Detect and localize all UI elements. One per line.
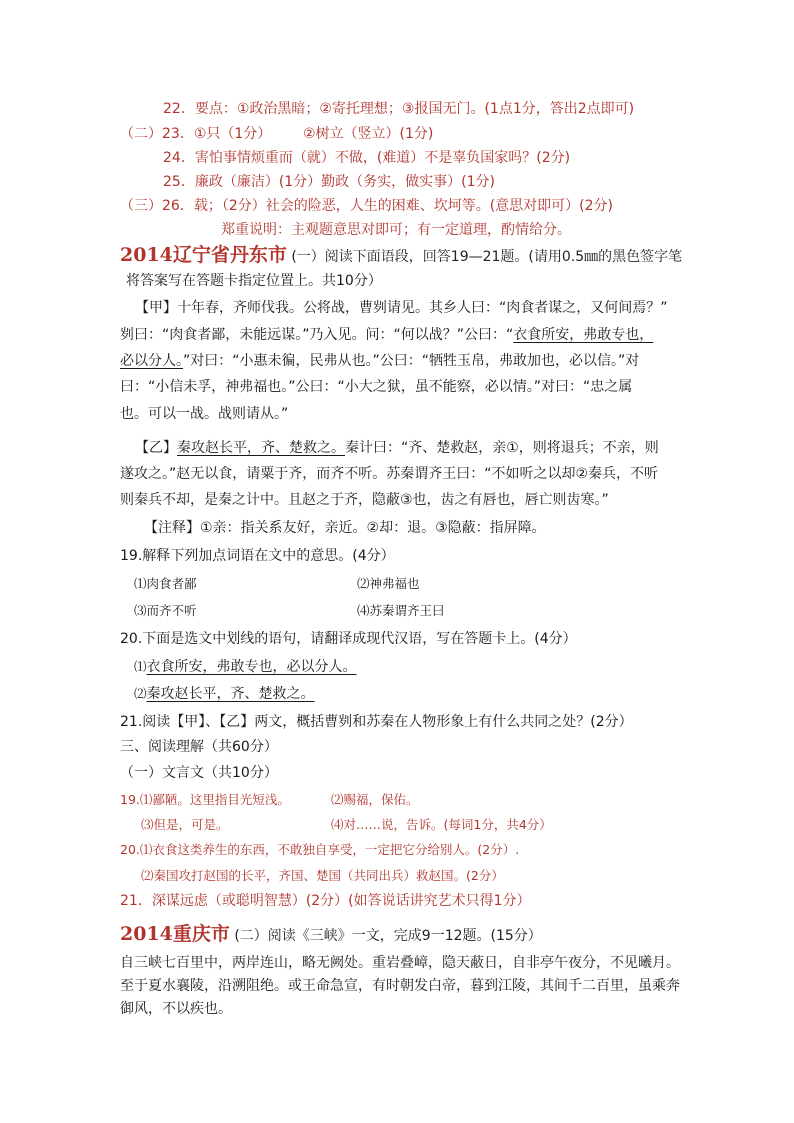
answer-19-4: ⑷对……说，告诉。(每词1分，共4分） — [331, 817, 552, 832]
section-three-heading: 三、阅读理解（共60分） — [120, 739, 278, 755]
dandong-intro: (一）阅读下面语段，回答19—21题。(请用0.5㎜的黑色签字笔 — [291, 249, 683, 265]
q19-item-3: ⑶而齐不听 — [134, 603, 197, 618]
chongqing-title: 2014重庆市 — [120, 923, 230, 945]
answer-22: 22．要点：①政治黑暗；②寄托理想；③报国无门。(1点1分，答出2点即可) — [163, 101, 635, 117]
answer-23-part1: （二）23．①只（1分） — [120, 126, 272, 142]
dandong-heading-line — [120, 245, 682, 267]
answer-21: 21．深谋远虑（或聪明智慧）(2分）(如答说话讲究艺术只得1分） — [120, 893, 531, 909]
passage-yi-line-1 — [135, 438, 659, 458]
chongqing-heading-line — [120, 924, 542, 946]
grading-note: 郑重说明：主观题意思对即可；有一定道理，酌情给分。 — [221, 222, 571, 238]
passage-jia-line-3 — [120, 351, 639, 371]
question-20: 20.下面是选文中划线的语句，请翻译成现代汉语，写在答题卡上。(4分） — [120, 631, 577, 647]
q20-item-2-num: ⑵ — [134, 686, 147, 701]
question-21: 21.阅读【甲】、【乙】两文，概括曹刿和苏秦在人物形象上有什么共同之处？(2分） — [120, 714, 633, 730]
passage-yi-line-3: 则秦兵不却，是秦之计中。且赵之于齐，隐蔽③也，齿之有唇也，唇亡则齿寒。” — [120, 492, 609, 508]
answer-20-1: 20.⑴衣食这类养生的东西，不敢独自享受，一定把它分给别人。(2分）. — [120, 842, 520, 857]
annotation-notes: 【注释】①亲：指关系友好，亲近。②却：退。③隐蔽：指屏障。 — [144, 520, 546, 536]
answer-19-3: ⑶但是，可是。 — [141, 817, 229, 832]
answer-25: 25．廉政（廉洁）(1分）勤政（务实，做实事）(1分) — [163, 174, 496, 190]
q19-item-1: ⑴肉食者鄙 — [134, 576, 197, 591]
answer-23-part2: ②树立（竖立）(1分) — [303, 126, 434, 142]
yi-label: 【乙】 — [135, 440, 177, 456]
q20-item-1 — [134, 657, 357, 677]
q19-item-2: ⑵神弗福也 — [357, 576, 420, 591]
passage-yi-line-2: 遂攻之。”赵无以食，请粟于齐，而齐不听。苏秦谓齐王曰：“不如听之以却②秦兵，不听 — [120, 466, 659, 482]
q20-item-2-text: 秦攻赵长平，齐、楚救之。 — [146, 686, 315, 702]
q19-item-4: ⑷苏秦谓齐王曰 — [357, 603, 445, 618]
answer-19-2: ⑵赐福，保佑。 — [331, 792, 419, 807]
chongqing-intro: (二）阅读《三峡》一文，完成9一12题。(15分） — [234, 928, 542, 944]
yi-underlined: 秦攻赵长平，齐、楚救之。 — [177, 440, 345, 456]
answer-19-1: 19.⑴鄙陋。这里指目光短浅。 — [120, 792, 290, 807]
section-classical-heading: （一）文言文（共10分） — [120, 765, 278, 781]
jia-text: ”对曰：“小惠未徧，民弗从也。”公曰：“牺牲玉帛，弗敢加也，必以信。”对 — [183, 353, 640, 369]
dandong-title: 2014辽宁省丹东市 — [120, 244, 287, 266]
passage-jia-line-2 — [120, 325, 653, 345]
passage-jia-line-5: 也。可以一战。战则请从。” — [120, 406, 289, 422]
jia-underlined: 必以分人。 — [120, 353, 183, 369]
q20-item-1-num: ⑴ — [134, 659, 147, 674]
sanxia-line-2: 至于夏水襄陵，沿溯阻绝。或王命急宣，有时朝发白帝，暮到江陵，其间千二百里，虽乘奔 — [120, 978, 680, 994]
jia-text: 刿曰：“肉食者鄙，未能远谋。”乃入见。问：“何以战？”公曰：“ — [120, 327, 514, 343]
answer-24: 24．害怕事情烦重而（就）不做，(难道）不是辜负国家吗？(2分) — [163, 150, 571, 166]
sanxia-line-1: 自三峡七百里中，两岸连山，略无阙处。重岩叠嶂，隐天蔽日，自非亭午夜分，不见曦月。 — [120, 955, 680, 971]
jia-underlined: 衣食所安，弗敢专也， — [513, 327, 654, 343]
answer-20-2: ⑵秦国攻打赵国的长平，齐国、楚国（共同出兵）救赵国。(2分） — [141, 868, 504, 883]
q20-item-1-text: 衣食所安，弗敢专也，必以分人。 — [146, 659, 357, 675]
passage-jia-line-1: 【甲】十年春，齐师伐我。公将战，曹刿请见。其乡人曰：“肉食者谋之，又何间焉？” — [135, 300, 668, 316]
sanxia-line-3: 御风，不以疾也。 — [120, 1001, 232, 1017]
question-19: 19.解释下列加点词语在文中的意思。(4分） — [120, 548, 395, 564]
answer-26: （三）26．载；（2分）社会的险恶，人生的困难、坎坷等。(意思对即可）(2分) — [120, 198, 614, 214]
passage-jia-line-4: 曰：“小信未孚，神弗福也。”公曰：“小大之狱，虽不能察，必以情。”对曰：“忠之属 — [120, 379, 633, 395]
q20-item-2 — [134, 684, 315, 704]
yi-text: 秦计曰：“齐、楚救赵，亲①，则将退兵；不亲，则 — [345, 440, 659, 456]
dandong-intro-cont: 将答案写在答题卡指定位置上。共10分） — [126, 273, 382, 289]
